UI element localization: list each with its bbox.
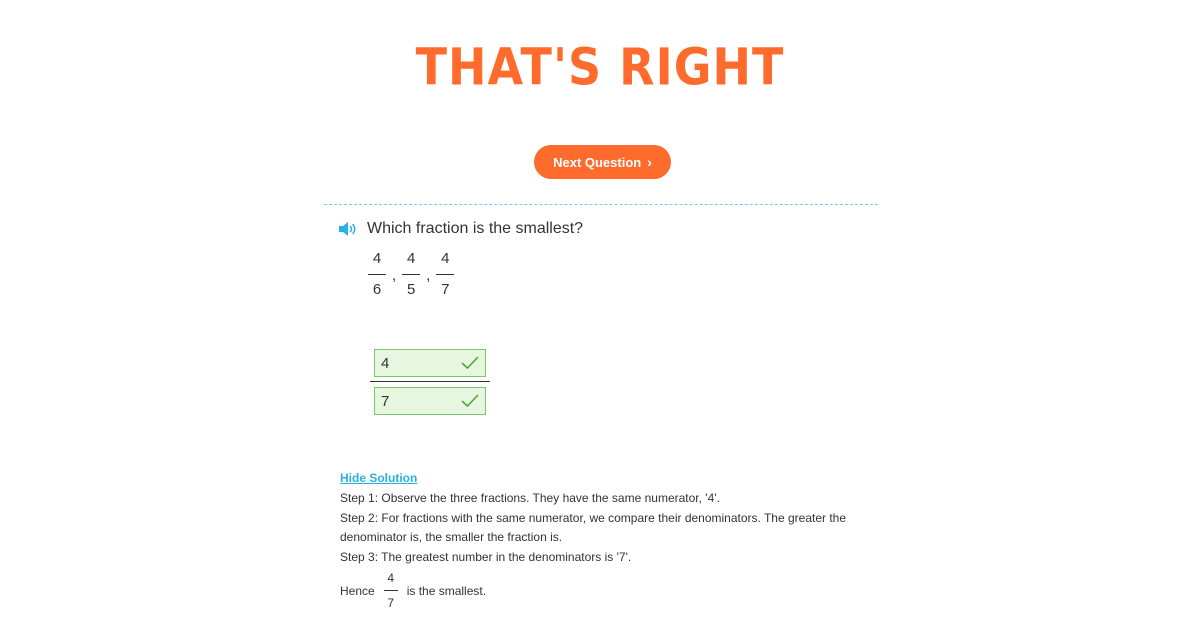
hide-solution-link[interactable]: Hide Solution bbox=[340, 471, 418, 485]
solution-step: Step 3: The greatest number in the denominators is '7'. bbox=[340, 549, 632, 564]
question-text: Which fraction is the smallest? bbox=[367, 220, 584, 237]
fraction-option bbox=[367, 250, 387, 299]
fraction-options bbox=[367, 250, 455, 299]
fraction-bar bbox=[368, 274, 386, 275]
fraction-bar bbox=[384, 590, 398, 591]
conclusion-prefix: Hence bbox=[340, 583, 375, 598]
result-banner: THAT'S RIGHT bbox=[415, 37, 785, 97]
fraction-numerator: 4 bbox=[372, 250, 382, 267]
fraction-separator: , bbox=[392, 267, 397, 284]
fraction-bar bbox=[402, 274, 420, 275]
solution-step: Step 2: For fractions with the same numerator, we compare their denominators. The greater the denominator is, the smaller the fraction is. bbox=[340, 510, 847, 544]
fraction-bar bbox=[436, 274, 454, 275]
question-row bbox=[338, 220, 583, 238]
speaker-icon[interactable] bbox=[338, 220, 358, 238]
fraction-denominator: 7 bbox=[441, 281, 450, 298]
solution-conclusion bbox=[340, 571, 486, 610]
fraction-option bbox=[401, 250, 421, 299]
answer-fraction-bar bbox=[370, 381, 490, 382]
fraction-denominator: 5 bbox=[407, 281, 416, 298]
divider bbox=[324, 204, 878, 205]
fraction-denominator: 7 bbox=[387, 596, 395, 610]
fraction-separator: , bbox=[426, 267, 431, 284]
solution-step: Step 1: Observe the three fractions. They have the same numerator, '4'. bbox=[340, 491, 720, 505]
conclusion-suffix: is the smallest. bbox=[406, 583, 487, 598]
fraction-denominator: 6 bbox=[372, 281, 382, 298]
answer-numerator-field[interactable] bbox=[374, 349, 486, 377]
next-question-button[interactable] bbox=[534, 145, 671, 179]
fraction-numerator: 4 bbox=[441, 250, 450, 267]
fraction-numerator: 4 bbox=[387, 571, 395, 585]
conclusion-fraction bbox=[383, 571, 399, 610]
check-icon bbox=[461, 356, 479, 370]
solution-steps bbox=[340, 489, 870, 567]
fraction-numerator: 4 bbox=[407, 250, 416, 267]
next-question-label: Next Question bbox=[553, 154, 642, 170]
answer-denominator-value: 7 bbox=[381, 392, 390, 410]
answer-numerator-value: 4 bbox=[381, 354, 390, 372]
fraction-option bbox=[435, 250, 455, 299]
answer-denominator-field[interactable] bbox=[374, 387, 486, 415]
chevron-right-icon: › bbox=[647, 154, 652, 170]
check-icon bbox=[461, 394, 479, 408]
